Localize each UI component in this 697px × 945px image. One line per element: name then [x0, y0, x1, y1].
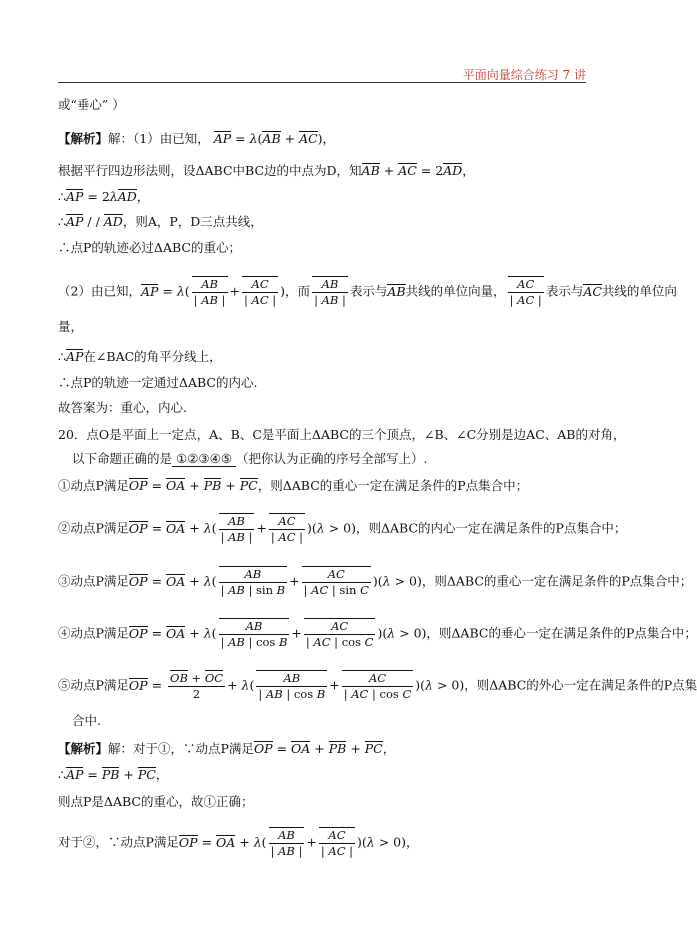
- option-5: ⑤动点P满足OP = $\frac{OB + OC}{2}$ + λ( $\frac{AB}{\text{| AB | cos B}}$ + $\frac{AC}{\text{| AC | cos C}}$ )(λ > 0)，则ΔABC的外心一定在满足条件的P点集: [58, 670, 697, 701]
- header-rule: [58, 82, 586, 83]
- option-5-cont: 合中.: [72, 713, 101, 728]
- option-2: ②动点P满足OP = OA + λ( $\frac{AB}{| AB |}$ + $\frac{AC}{| AC |}$ )(λ > 0)，则ΔABC的内心一定在满足条件的P点集合中；: [58, 514, 627, 544]
- text-line: ∴点P的轨迹一定通过ΔABC的内心.: [58, 375, 258, 390]
- text-line: 或“垂心” ）: [58, 97, 125, 112]
- text-line: ∴AP = PB + PC，: [58, 767, 169, 782]
- analysis-tag: 【解析】: [58, 131, 109, 146]
- text-line: 对于②，∵动点P满足OP = OA + λ( $\frac{AB}{| AB |}$ + $\frac{AC}{| AC |}$ )(λ > 0)，: [58, 828, 419, 858]
- text-line: 根据平行四边形法则，设ΔABC中BC边的中点为D，知AB + AC = 2AD，: [58, 163, 475, 178]
- option-1: ①动点P满足OP = OA + PB + PC，则ΔABC的重心一定在满足条件的P点集合中；: [58, 478, 529, 493]
- text-line: 【解析】解：对于①，∵动点P满足OP = OA + PB + PC，: [58, 741, 396, 756]
- option-4: ④动点P满足OP = OA + λ( $\frac{AB}{\text{| AB | cos B}}$ + $\frac{AC}{\text{| AC | cos C}}$ )(λ > 0)，则ΔABC的垂心一定在满足条件的P点集合中；: [58, 619, 697, 649]
- text-line: 则点P是ΔABC的重心，故①正确；: [58, 794, 254, 809]
- text-line: 量，: [58, 319, 84, 334]
- analysis-tag: 【解析】: [58, 741, 109, 756]
- text-line: （2）由已知，AP = λ( $\frac{AB}{| AB |}$ + $\frac{AC}{| AC |}$ )，而 $\frac{AB}{| AB |}$ 表示与AB共线的单位向量， $\frac{AC}{| AC |}$ 表示与AC共线的单位向: [58, 277, 677, 307]
- text-line: 故答案为：重心，内心.: [58, 400, 187, 415]
- text-line: ∴AP在∠BAC的角平分线上，: [58, 349, 222, 364]
- text-line: 【解析】解：（1）由已知， AP = λ(AB + AC)，: [58, 131, 336, 146]
- option-3: ③动点P满足OP = OA + λ( $\frac{AB}{\text{| AB | sin B}}$ + $\frac{AC}{\text{| AC | sin C}}$ )(λ > 0)，则ΔABC的重心一定在满足条件的P点集合中；: [58, 567, 693, 597]
- header-title: 平面向量综合练习 7 讲: [462, 68, 586, 82]
- answer-blank: ①②③④⑤: [172, 451, 236, 467]
- text-line: ∴AP = 2λAD，: [58, 189, 150, 204]
- question-20-cont: 以下命题正确的是 ①②③④⑤ （把你认为正确的序号全部写上）.: [72, 451, 428, 466]
- question-20: 20．点O是平面上一定点，A、B、C是平面上ΔABC的三个顶点，∠B、∠C分别是边AC、AB的对角，: [58, 427, 626, 442]
- text-line: ∴AP / / AD，则A，P，D三点共线，: [58, 214, 263, 229]
- text-line: ∴点P的轨迹必过ΔABC的重心；: [58, 240, 241, 255]
